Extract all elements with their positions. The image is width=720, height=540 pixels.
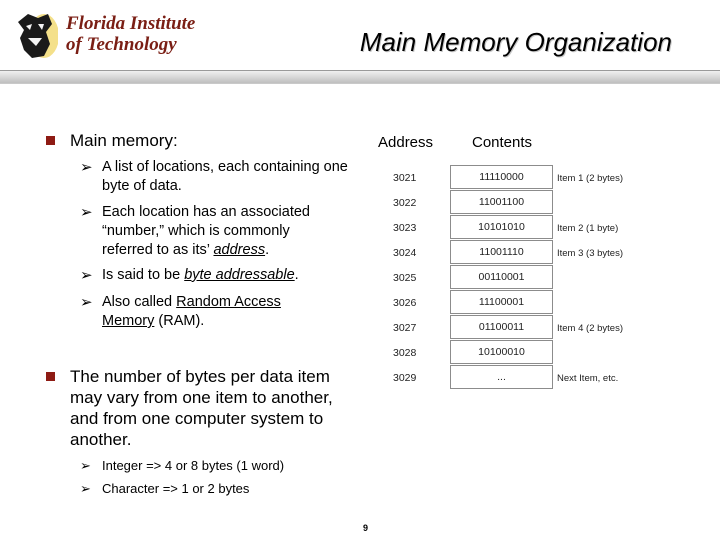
sub-bullet-character: Character => 1 or 2 bytes (102, 481, 250, 496)
contents-cell: 00110001 (450, 265, 553, 289)
address-cell: 3025 (393, 272, 417, 284)
address-cell: 3026 (393, 297, 417, 309)
contents-cell: 11100001 (450, 290, 553, 314)
address-cell: 3028 (393, 347, 417, 359)
address-cell: 3022 (393, 197, 417, 209)
arrow-bullet-icon: ➢ (80, 458, 91, 473)
item-note: Item 4 (2 bytes) (557, 323, 623, 334)
contents-cell: ... (450, 365, 553, 389)
address-cell: 3027 (393, 322, 417, 334)
contents-cell: 11001100 (450, 190, 553, 214)
item-note: Item 1 (2 bytes) (557, 173, 623, 184)
address-term: address (213, 242, 266, 258)
arrow-bullet-icon: ➢ (80, 159, 93, 176)
sub-bullet-2-end: . (265, 242, 270, 258)
ram-term: Random Access Memory (102, 294, 281, 329)
arrow-bullet-icon: ➢ (80, 481, 91, 496)
panther-logo-icon (14, 10, 58, 62)
sub-bullet-2 (102, 203, 342, 260)
bullet-bytes-per-item: The number of bytes per data item may vary from one item to another, and from one computer system to another. (70, 367, 333, 449)
address-cell: 3023 (393, 222, 417, 234)
arrow-bullet-icon: ➢ (80, 267, 93, 284)
sub-bullet-3-end: . (294, 267, 299, 283)
contents-cell: 01100011 (450, 315, 553, 339)
address-header: Address (378, 134, 434, 151)
item-note: Next Item, etc. (557, 373, 619, 384)
page-title: Main Memory Organization (359, 27, 672, 57)
fit-logo (14, 10, 196, 62)
contents-cell: 11110000 (450, 165, 553, 189)
sub-bullet-integer: Integer => 4 or 8 bytes (1 word) (102, 458, 285, 473)
arrow-bullet-icon: ➢ (80, 294, 93, 311)
sub-bullet-1: A list of locations, each containing one byte of data. (102, 159, 348, 194)
address-cell: 3024 (393, 247, 417, 259)
sub-bullet-3 (102, 266, 362, 285)
header-rule (0, 70, 720, 84)
contents-cell: 10101010 (450, 215, 553, 239)
address-cell: 3021 (393, 172, 417, 184)
contents-header: Contents (472, 134, 533, 151)
item-note: Item 2 (1 byte) (557, 223, 619, 234)
item-note: Item 3 (3 bytes) (557, 248, 623, 259)
logo-line-2: of Technology (66, 34, 177, 55)
sub-bullet-4 (102, 293, 317, 331)
bullet-square-icon (46, 136, 55, 145)
contents-cell: 11001110 (450, 240, 553, 264)
sub-bullet-2-text: Each location has an associated “number,” which is commonly referred to as its’ (102, 204, 310, 258)
sub-bullet-4-text: Also called (102, 294, 177, 310)
sub-bullet-3-text: Is said to be (102, 267, 185, 283)
arrow-bullet-icon: ➢ (80, 204, 93, 221)
sub-bullet-4-end: (RAM). (154, 313, 205, 329)
bullet-square-icon (46, 372, 55, 381)
page-number: 9 (363, 523, 369, 533)
address-cell: 3029 (393, 372, 417, 384)
contents-cell: 10100010 (450, 340, 553, 364)
logo-text (66, 13, 195, 55)
bullet-main-memory: Main memory: (70, 131, 178, 150)
logo-line-1: Florida Institute (66, 13, 196, 34)
byte-addressable-term: byte addressable (184, 267, 295, 283)
